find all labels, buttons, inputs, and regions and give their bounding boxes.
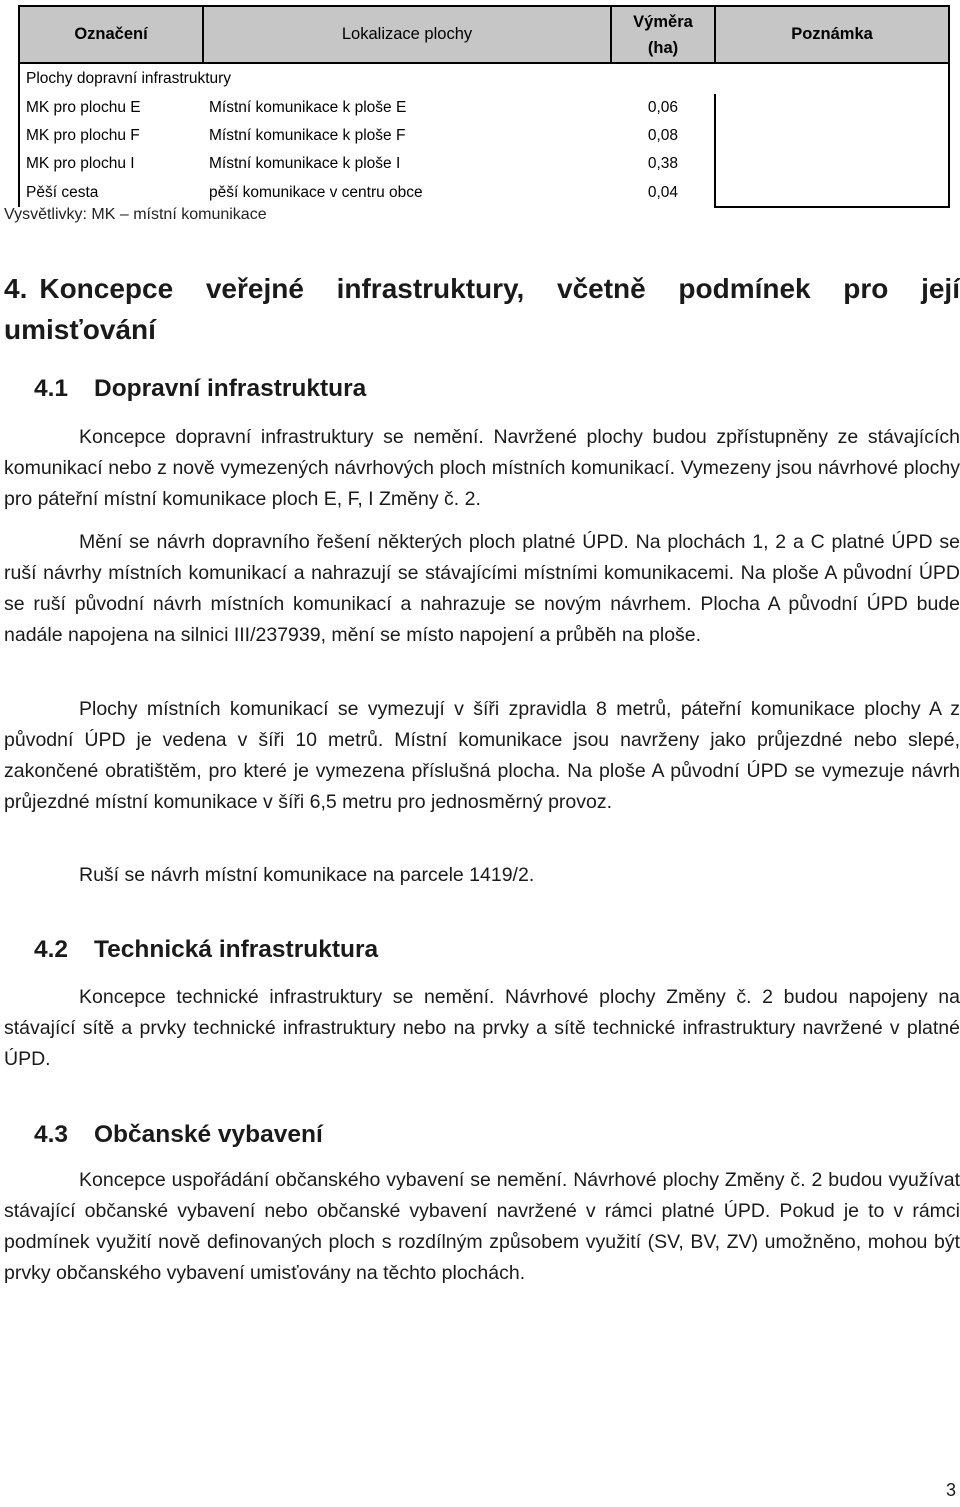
- paragraph: [4, 527, 960, 651]
- cell-vymera: 0,38: [647, 155, 678, 172]
- section-4-2-title: Technická infrastruktura: [94, 936, 379, 963]
- section-4-2-number: 4.2: [34, 936, 69, 963]
- header-vymera-line2: (ha): [647, 38, 679, 57]
- table-row: [19, 178, 949, 207]
- header-poznamka: Poznámka: [715, 6, 949, 63]
- paragraph: [4, 860, 960, 891]
- infrastructure-table: [18, 5, 950, 208]
- table-row: [19, 150, 949, 178]
- group-title: Plochy dopravní infrastruktury: [19, 63, 949, 94]
- paragraph-text: Koncepce uspořádání občanského vybavení se nemění. Návrhové plochy Změny č. 2 budou využívat stávající občanské vybavení nebo občanské vybavení navržené v rámci platné ÚPD. Pokud je to v rámci podmínek využití nově definovaných ploch s rozdílným způsobem využití (SV, BV, ZV) umožněno, mohou být prvky občanského vybavení umisťovány na těchto plochách.: [4, 1169, 960, 1284]
- paragraph: [4, 1165, 960, 1289]
- cell-lokalizace: pěší komunikace v centru obce: [209, 183, 423, 201]
- paragraph: [4, 422, 960, 515]
- cell-vymera: 0,06: [647, 99, 678, 116]
- header-lokalizace: Lokalizace plochy: [203, 6, 611, 63]
- paragraph-text: Ruší se návrh místní komunikace na parcele 1419/2.: [79, 864, 535, 886]
- paragraph: [4, 694, 960, 818]
- cell-poznamka: [715, 178, 949, 207]
- cell-vymera: 0,08: [647, 127, 678, 144]
- table-group-row: [19, 63, 949, 94]
- cell-poznamka: [715, 122, 949, 150]
- paragraph-text: Koncepce dopravní infrastruktury se nemění. Navržené plochy budou zpřístupněny ze stávajících komunikací nebo z nově vymezených návrhových ploch místních komunikací. Vymezeny jsou návrhové plochy pro páteřní místní komunikace ploch E, F, I Změny č. 2.: [4, 426, 960, 510]
- table-row: [19, 122, 949, 150]
- paragraph-text: Mění se návrh dopravního řešení některých ploch platné ÚPD. Na plochách 1, 2 a C platné ÚPD se ruší návrhy místních komunikací a nahrazují se stávajícími místními komunikacemi. Na ploše A původní ÚPD se ruší původní návrh místních komunikací a nahrazuje se novým návrhem. Plocha A původní ÚPD bude nadále napojena na silnici III/237939, mění se místo napojení a průběh na ploše.: [4, 531, 960, 646]
- section-4-title: Koncepce veřejné infrastruktury, včetně podmínek pro její umisťování: [4, 273, 960, 345]
- cell-vymera: 0,04: [647, 183, 678, 201]
- header-vymera-line1: Výměra: [633, 12, 693, 31]
- section-4-1-heading: [34, 375, 366, 403]
- section-4-3-heading: [34, 1121, 323, 1149]
- table-header-row: [19, 6, 949, 63]
- section-4-heading: [4, 268, 960, 350]
- section-4-2-heading: [34, 936, 378, 964]
- section-4-1-title: Dopravní infrastruktura: [94, 375, 367, 402]
- paragraph-text: Koncepce technické infrastruktury se nemění. Návrhové plochy Změny č. 2 budou napojeny na stávající sítě a prvky technické infrastruktury nebo na prvky a sítě technické infrastruktury navržené v platné ÚPD.: [4, 986, 960, 1070]
- cell-poznamka: [715, 150, 949, 178]
- section-4-3-title: Občanské vybavení: [94, 1121, 323, 1148]
- cell-lokalizace: Místní komunikace k ploše F: [209, 127, 406, 144]
- paragraph: [4, 982, 960, 1075]
- header-oznaceni: Označení: [19, 6, 203, 63]
- cell-oznaceni: Pěší cesta: [19, 178, 203, 207]
- table-legend: Vysvětlivky: MK – místní komunikace: [4, 206, 267, 223]
- cell-poznamka: [715, 94, 949, 122]
- cell-oznaceni: MK pro plochu E: [19, 94, 203, 122]
- cell-lokalizace: Místní komunikace k ploše E: [209, 99, 407, 116]
- page-number: 3: [945, 1480, 956, 1500]
- section-4-3-number: 4.3: [34, 1121, 69, 1148]
- section-4-number: 4.: [4, 273, 28, 304]
- section-4-1-number: 4.1: [34, 375, 69, 402]
- paragraph-text: Plochy místních komunikací se vymezují v šíři zpravidla 8 metrů, páteřní komunikace plochy A z původní ÚPD je vedena v šíři 10 metrů. Místní komunikace jsou navrženy jako průjezdné nebo slepé, zakončené obratištěm, pro které je vymezena příslušná plocha. Na ploše A původní ÚPD se vymezuje návrh průjezdné místní komunikace v šíři 6,5 metru pro jednosměrný provoz.: [4, 698, 960, 813]
- table-row: [19, 94, 949, 122]
- header-vymera: [611, 6, 715, 63]
- cell-oznaceni: MK pro plochu F: [19, 122, 203, 150]
- cell-oznaceni: MK pro plochu I: [19, 150, 203, 178]
- cell-lokalizace: Místní komunikace k ploše I: [209, 155, 401, 172]
